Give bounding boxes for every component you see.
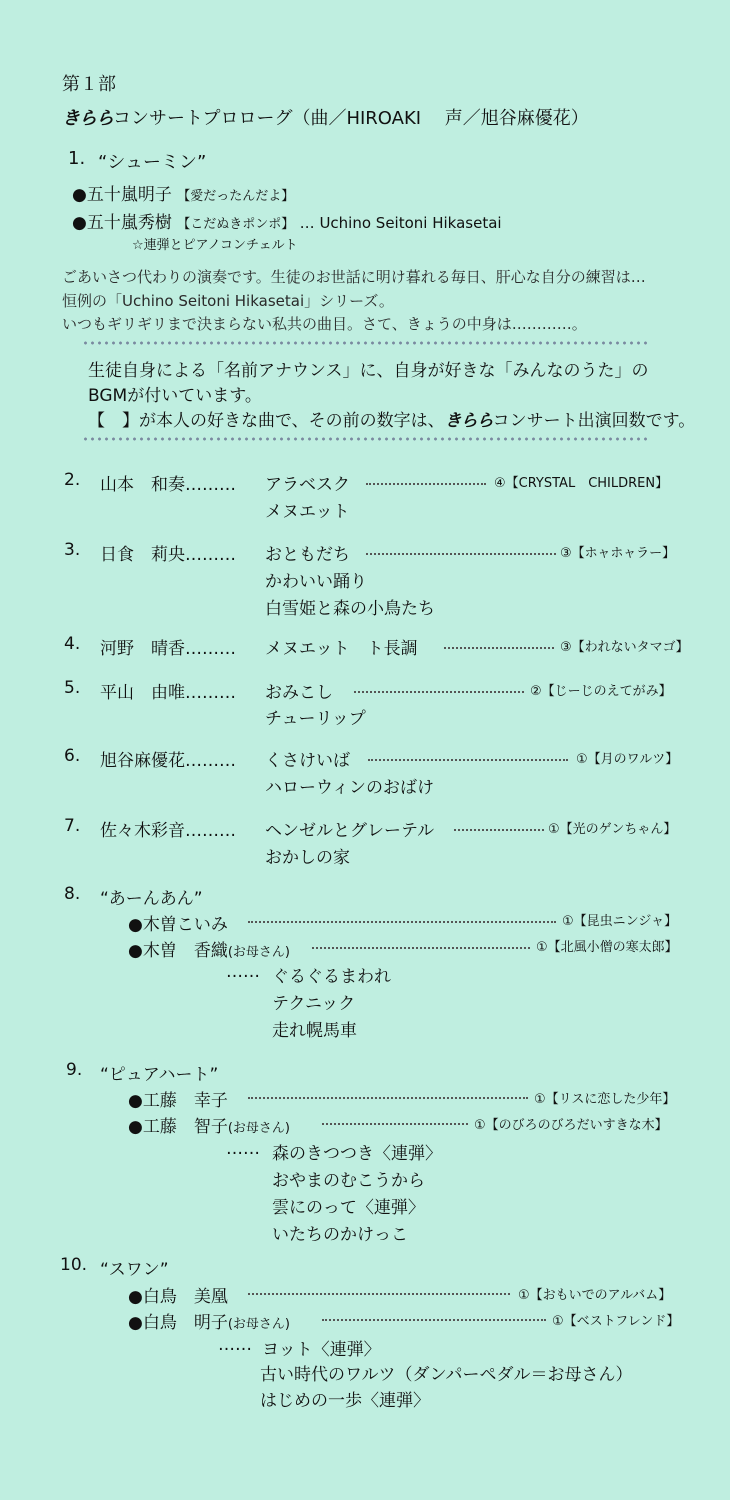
favorite-song: 【こだぬきポンポ】 xyxy=(177,217,295,232)
piece-title: 雲にのって〈連弾〉 xyxy=(272,1198,425,1218)
piece-title: かわいい踊り xyxy=(265,572,367,592)
info-line-1: 生徒自身による「名前アナウンス」に、自身が好きな「みんなのうた」の xyxy=(88,361,649,381)
member-name: ●工藤 幸子 xyxy=(128,1091,228,1111)
leader-dots xyxy=(248,921,556,923)
piece-title: 森のきつつき〈連弾〉 xyxy=(272,1144,442,1164)
piece-title: おともだち xyxy=(265,545,350,565)
performer-name: 河野 晴香……… xyxy=(100,639,236,659)
piece-title: 白雪姫と森の小鳥たち xyxy=(265,599,435,619)
piece-title: 走れ幌馬車 xyxy=(272,1021,357,1041)
series-title: … Uchino Seitoni Hikasetai xyxy=(299,214,502,232)
appearance-fav xyxy=(530,680,672,699)
piece-title: アラベスク xyxy=(265,475,350,495)
ensemble-title: “あーんあん” xyxy=(100,889,203,909)
item-number: 9. xyxy=(66,1060,83,1080)
piece-title: ヨット〈連弾〉 xyxy=(262,1340,381,1360)
appearance-fav xyxy=(560,636,689,655)
kirara-logo: きらら xyxy=(62,108,113,129)
item-1-title: “シューミン” xyxy=(98,152,207,173)
appearance-count: ④ xyxy=(494,476,506,491)
favorite-song: 【昆虫ニンジャ】 xyxy=(573,914,678,929)
leader-dots xyxy=(322,1319,546,1321)
appearance-fav xyxy=(576,748,678,767)
item-number: 4. xyxy=(64,634,81,654)
opening-subtitle: ☆連弾とピアノコンチェルト xyxy=(132,238,298,253)
prologue-text: コンサートプロローグ（曲／HIROAKI 声／旭谷麻優花） xyxy=(113,108,589,129)
item-number: 7. xyxy=(64,816,81,836)
info-line-2: BGMが付いています。 xyxy=(88,386,262,406)
appearance-fav xyxy=(534,1088,675,1107)
piece-title: おみこし xyxy=(265,683,333,703)
appearance-count: ② xyxy=(530,684,542,699)
leader-dots xyxy=(444,647,554,649)
performer-name: 五十嵐明子 xyxy=(86,185,172,205)
performer-name: 旭谷麻優花……… xyxy=(100,751,236,771)
leader-dots xyxy=(322,1123,468,1125)
appearance-count: ① xyxy=(536,940,548,955)
favorite-song: 【北風小僧の寒太郎】 xyxy=(547,940,678,955)
favorite-song: 【愛だったんだよ】 xyxy=(177,189,295,204)
piece-title: おかしの家 xyxy=(265,848,350,868)
lead-dots: …… xyxy=(218,1335,252,1355)
member-name xyxy=(128,936,290,961)
intro-note-2: 恒例の「Uchino Seitoni Hikasetai」シリーズ。 xyxy=(62,292,394,310)
leader-dots xyxy=(312,947,530,949)
appearance-count: ① xyxy=(548,822,560,837)
appearance-count: ③ xyxy=(560,640,572,655)
member-name xyxy=(128,1308,290,1333)
piece-title: いたちのかけっこ xyxy=(272,1225,408,1245)
item-number: 3. xyxy=(64,540,81,560)
appearance-fav xyxy=(474,1114,668,1133)
appearance-fav xyxy=(518,1284,671,1303)
opening-performer-2 xyxy=(72,208,502,233)
bottom-divider xyxy=(82,436,648,442)
favorite-song: 【ホャホャラー】 xyxy=(571,546,676,561)
performer-name: 山本 和奏……… xyxy=(100,475,236,495)
favorite-song: 【われないタマゴ】 xyxy=(571,640,689,655)
piece-title: ハローウィンのおばけ xyxy=(265,778,434,798)
appearance-fav xyxy=(552,1310,679,1329)
appearance-count: ① xyxy=(576,752,588,767)
lead-dots: …… xyxy=(226,1139,260,1159)
piece-title: チューリップ xyxy=(265,709,366,729)
piece-title: ぐるぐるまわれ xyxy=(272,967,391,987)
intro-note-3: いつもギリギリまで決まらない私共の曲目。さて、きょうの中身は…………。 xyxy=(62,315,587,333)
appearance-fav xyxy=(548,818,676,837)
intro-note-1: ごあいさつ代わりの演奏です。生徒のお世話に明け暮れる毎日、肝心な自分の練習は… xyxy=(62,268,646,286)
bullet: ● xyxy=(72,185,87,205)
appearance-count: ① xyxy=(474,1118,486,1133)
appearance-count: ① xyxy=(552,1314,564,1329)
favorite-song: 【ベストフレンド】 xyxy=(563,1314,680,1329)
performer-name: 佐々木彩音……… xyxy=(100,821,236,841)
piece-title: はじめの一歩〈連弾〉 xyxy=(260,1391,430,1411)
member-name xyxy=(128,1112,290,1137)
performer-name: 日食 莉央……… xyxy=(100,545,236,565)
member-note: (お母さん) xyxy=(227,1317,290,1332)
leader-dots xyxy=(366,553,556,555)
piece-title: メヌエット ト長調 xyxy=(265,639,418,659)
info-line-3-end: コンサート出演回数です。 xyxy=(492,411,696,431)
appearance-count: ③ xyxy=(560,546,572,561)
piece-title: テクニック xyxy=(272,994,356,1014)
piece-title: くさけいば xyxy=(265,751,350,771)
lead-dots: …… xyxy=(226,962,260,982)
member-name: ●白鳥 美凰 xyxy=(128,1287,228,1307)
opening-performer-1 xyxy=(72,180,294,205)
favorite-song: 【CRYSTAL CHILDREN】 xyxy=(505,476,669,491)
item-number: 5. xyxy=(64,678,81,698)
item-number: 10. xyxy=(60,1255,88,1275)
appearance-fav xyxy=(560,542,675,561)
appearance-fav xyxy=(536,936,678,955)
item-number: 6. xyxy=(64,746,81,766)
leader-dots xyxy=(454,829,544,831)
piece-title: ヘンゼルとグレーテル xyxy=(265,821,435,841)
favorite-song: 【おもいでのアルバム】 xyxy=(529,1288,672,1303)
leader-dots xyxy=(366,483,486,485)
top-divider xyxy=(82,340,648,346)
favorite-song: 【じーじのえてがみ】 xyxy=(541,684,672,699)
piece-title: メヌエット xyxy=(265,502,350,522)
ensemble-title: “ピュアハート” xyxy=(100,1065,219,1085)
leader-dots xyxy=(354,691,524,693)
favorite-song: 【光のゲンちゃん】 xyxy=(559,822,677,837)
ensemble-title: “スワン” xyxy=(100,1260,169,1280)
kirara-logo: きらら xyxy=(444,411,493,431)
member-name-text: ●白鳥 明子 xyxy=(128,1313,228,1333)
appearance-fav xyxy=(494,472,668,491)
info-line-3-text: 【 】が本人の好きな曲で、その前の数字は、 xyxy=(88,411,445,431)
item-number: 8. xyxy=(64,884,81,904)
piece-title: おやまのむこうから xyxy=(272,1171,425,1191)
part-title: 第１部 xyxy=(62,74,116,95)
favorite-song: 【月のワルツ】 xyxy=(587,752,679,767)
appearance-count: ① xyxy=(518,1288,530,1303)
item-1-number: 1. xyxy=(68,148,86,169)
member-name: ●木曽こいみ xyxy=(128,915,228,935)
member-note: (お母さん) xyxy=(227,945,290,960)
performer-name: 五十嵐秀樹 xyxy=(86,213,172,233)
performer-name: 平山 由唯……… xyxy=(100,683,236,703)
leader-dots xyxy=(248,1293,510,1295)
leader-dots xyxy=(368,759,568,761)
favorite-song: 【のびろのびろだいすきな木】 xyxy=(485,1118,668,1133)
member-name-text: ●木曽 香織 xyxy=(128,941,228,961)
leader-dots xyxy=(248,1097,528,1099)
piece-title: 古い時代のワルツ（ダンパーペダル＝お母さん） xyxy=(260,1365,633,1385)
item-number: 2. xyxy=(64,470,81,490)
bullet: ● xyxy=(72,213,87,233)
member-note: (お母さん) xyxy=(227,1121,290,1136)
member-name-text: ●工藤 智子 xyxy=(128,1117,228,1137)
info-line-3 xyxy=(88,406,695,431)
favorite-song: 【リスに恋した少年】 xyxy=(545,1092,676,1107)
appearance-count: ① xyxy=(534,1092,546,1107)
appearance-fav xyxy=(562,910,677,929)
appearance-count: ① xyxy=(562,914,574,929)
prologue-line xyxy=(62,104,589,130)
